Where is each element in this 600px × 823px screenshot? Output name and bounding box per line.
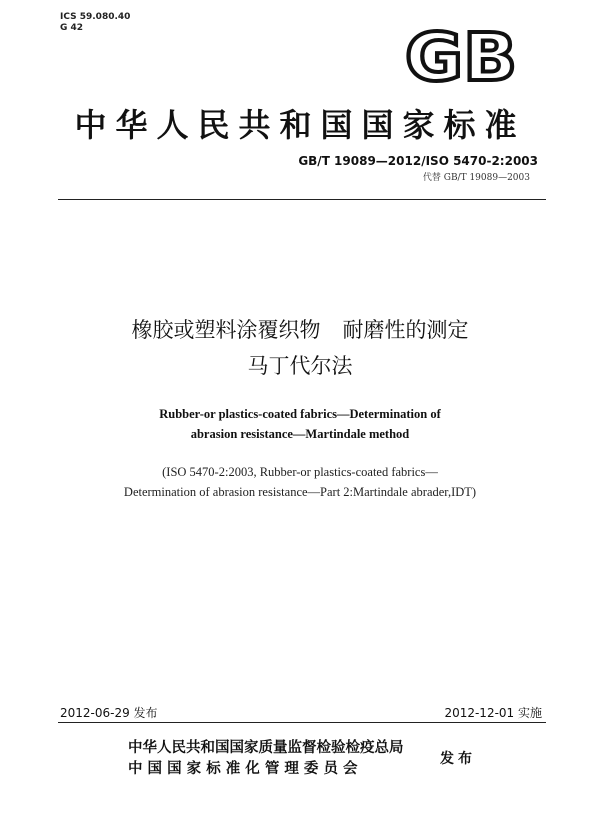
header-divider: [58, 199, 546, 200]
issuer-line2: 中 国 国 家 标 准 化 管 理 委 员 会: [128, 761, 358, 777]
gb-logo-text: GB: [405, 22, 517, 84]
gb-logo: [402, 22, 520, 84]
ics-classification: [60, 12, 130, 34]
issuing-authorities: [128, 738, 404, 780]
title-en-line2: abrasion resistance—Martindale method: [190, 427, 410, 441]
iso-reference-line1: (ISO 5470-2:2003, Rubber-or plastics-coated fabrics—: [162, 465, 438, 479]
footer-divider: [58, 722, 546, 723]
replaces-standard: 代替 GB/T 19089—2003: [422, 173, 530, 183]
issued-label: 发布: [440, 751, 476, 767]
standard-number: GB/T 19089—2012/ISO 5470-2:2003: [298, 154, 538, 168]
ics-code: ICS 59.080.40: [60, 12, 131, 22]
implementation-date: 2012-12-01 实施: [444, 706, 542, 720]
issuer-line1: 中华人民共和国国家质量监督检验检疫总局: [128, 740, 404, 756]
issue-date: 2012-06-29 发布: [60, 706, 158, 720]
ccs-code: G 42: [60, 23, 84, 33]
title-cn-part-a: 橡胶或塑料涂覆织物: [131, 318, 321, 342]
title-cn-line2: 马丁代尔法: [247, 354, 353, 378]
national-standard-heading: 中华人民共和国国家标准: [74, 106, 526, 144]
title-en-line1: Rubber-or plastics-coated fabrics—Determination of: [159, 407, 441, 421]
title-cn-part-b: 耐磨性的测定: [342, 318, 469, 342]
title-cn-line1: [0, 314, 600, 344]
iso-reference-line2: Determination of abrasion resistance—Part 2:Martindale abrader,IDT): [123, 485, 477, 499]
